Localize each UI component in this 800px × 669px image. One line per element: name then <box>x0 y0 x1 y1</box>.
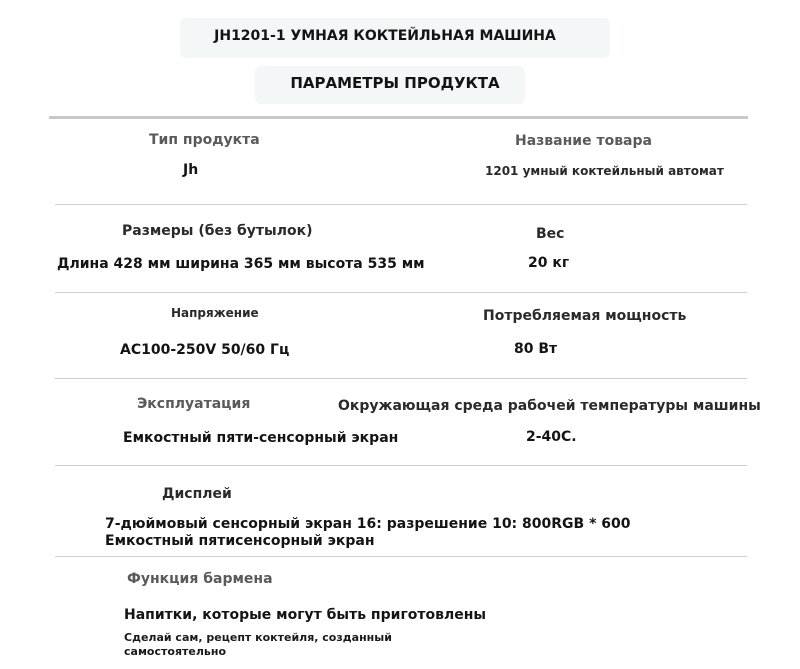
operation-value: Емкостный пяти-сенсорный экран <box>123 430 399 446</box>
bartender-detail: Сделай сам, рецепт коктейля, созданный самостоятельно <box>124 631 392 658</box>
display-value: 7-дюймовый сенсорный экран 16: разрешение 10: 800RGB * 600 Емкостный пятисенсорный экран <box>105 516 631 549</box>
product-name-label: Название товара <box>515 133 652 149</box>
page-title: JH1201-1 УМНАЯ КОКТЕЙЛЬНАЯ МАШИНА <box>214 28 556 44</box>
dimensions-value: Длина 428 мм ширина 365 мм высота 535 мм <box>57 256 425 272</box>
row-divider <box>55 556 747 557</box>
display-label: Дисплей <box>162 486 232 502</box>
product-type-label: Тип продукта <box>149 132 260 148</box>
row-divider <box>55 378 747 379</box>
power-label: Потребляемая мощность <box>483 308 687 324</box>
temperature-label: Окружающая среда рабочей температуры машины <box>338 398 761 414</box>
bartender-label: Функция бармена <box>127 571 273 587</box>
row-divider <box>55 465 747 466</box>
power-value: 80 Вт <box>514 341 558 357</box>
section-title: ПАРАМЕТРЫ ПРОДУКТА <box>290 74 500 92</box>
row-divider <box>55 204 747 205</box>
voltage-value: AC100-250V 50/60 Гц <box>120 342 290 358</box>
dimensions-label: Размеры (без бутылок) <box>122 223 313 239</box>
voltage-label: Напряжение <box>171 306 259 320</box>
temperature-value: 2-40C. <box>526 429 577 445</box>
weight-value: 20 кг <box>528 255 570 271</box>
product-type-value: Jh <box>183 162 199 178</box>
row-divider <box>55 292 747 293</box>
header-divider <box>49 116 748 119</box>
operation-label: Эксплуатация <box>137 396 251 412</box>
weight-label: Вес <box>536 226 565 242</box>
product-name-value: 1201 умный коктейльный автомат <box>485 164 724 178</box>
bartender-value: Напитки, которые могут быть приготовлены <box>124 607 487 623</box>
